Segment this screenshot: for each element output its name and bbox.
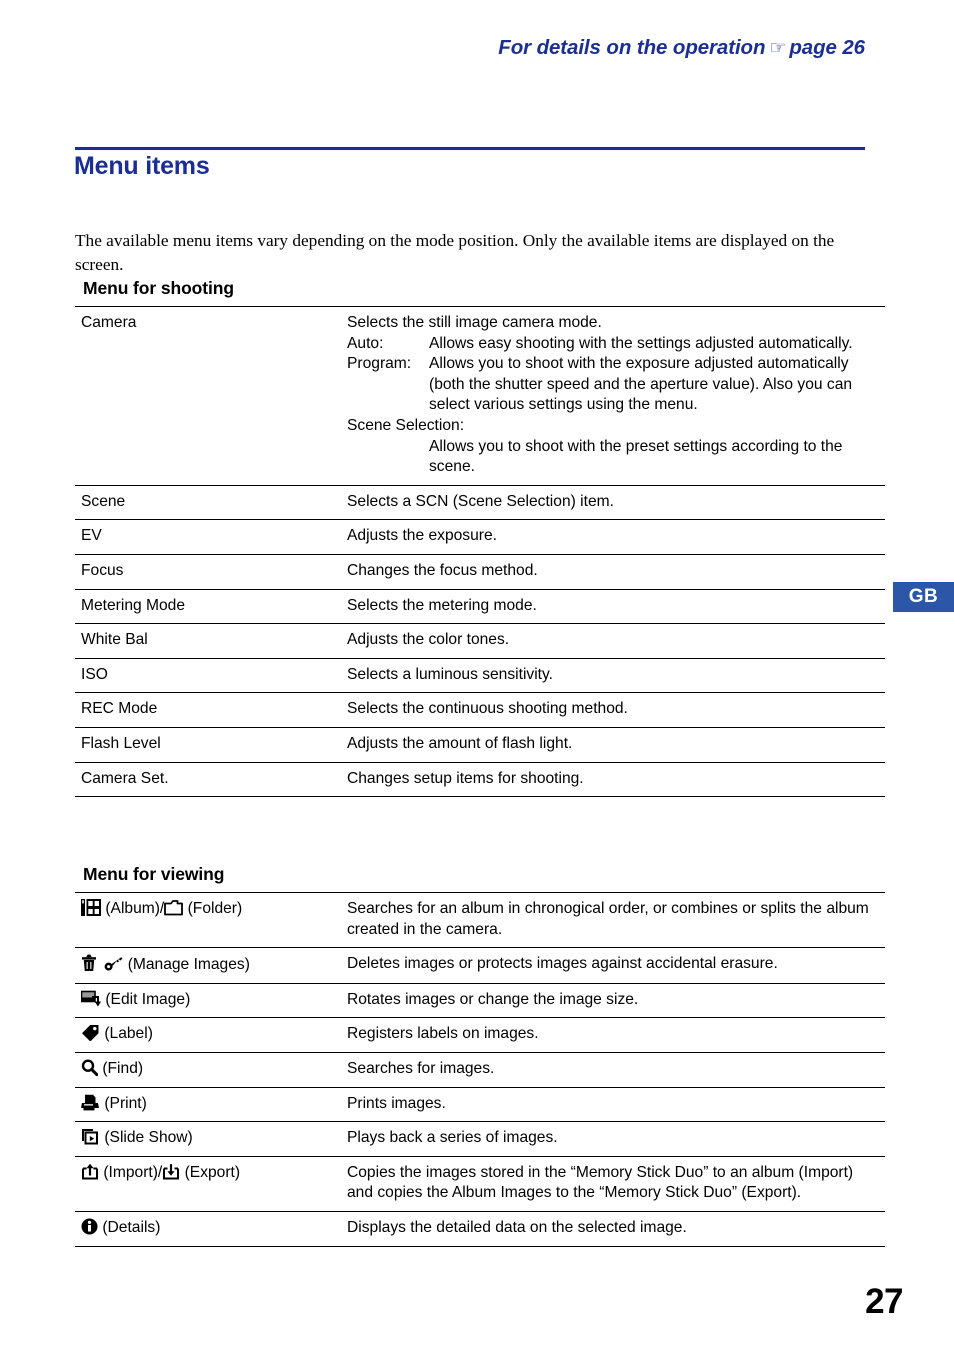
shooting-table bbox=[75, 306, 885, 797]
table-row bbox=[75, 307, 885, 486]
import-icon bbox=[81, 1163, 99, 1180]
printer-icon bbox=[81, 1094, 100, 1111]
table-row bbox=[75, 893, 885, 948]
language-tab-gb: GB bbox=[893, 582, 954, 612]
table-row bbox=[75, 589, 885, 624]
table-row bbox=[75, 1087, 885, 1122]
table-row bbox=[75, 1211, 885, 1246]
shooting-desc-ev: Adjusts the exposure. bbox=[341, 520, 885, 555]
running-header-text-before: For details on the operation bbox=[498, 36, 766, 59]
viewing-item-label bbox=[75, 1018, 341, 1053]
table-row bbox=[75, 1018, 885, 1053]
table-row bbox=[75, 762, 885, 797]
camera-auto-definition bbox=[347, 334, 881, 355]
camera-program-definition bbox=[347, 354, 881, 416]
menu-for-viewing-section bbox=[75, 864, 869, 1247]
viewing-label-find: (Find) bbox=[102, 1059, 144, 1077]
viewing-label-print: (Print) bbox=[104, 1094, 147, 1112]
viewing-desc-import-export: Copies the images stored in the “Memory Stick Duo” to an album (Import) and copies the Album Images to the “Memory Stick Duo” (Export). bbox=[341, 1156, 885, 1211]
menu-for-shooting-section bbox=[75, 278, 865, 797]
shooting-item-rec-mode: REC Mode bbox=[75, 693, 341, 728]
running-header-page-ref: page 26 bbox=[789, 36, 865, 59]
viewing-label-export: (Export) bbox=[184, 1163, 241, 1181]
key-icon bbox=[104, 956, 123, 972]
pointing-hand-icon: ☞ bbox=[769, 38, 787, 59]
page-title: Menu items bbox=[74, 152, 210, 180]
shooting-item-ev: EV bbox=[75, 520, 341, 555]
viewing-desc-album-folder: Searches for an album in chronogical order, or combines or splits the album created in the camera. bbox=[341, 893, 885, 948]
shooting-desc-iso: Selects a luminous sensitivity. bbox=[341, 658, 885, 693]
folder-icon bbox=[164, 899, 183, 916]
slideshow-icon bbox=[81, 1128, 100, 1145]
table-row bbox=[75, 485, 885, 520]
menu-for-shooting-heading: Menu for shooting bbox=[83, 278, 234, 298]
table-row bbox=[75, 1156, 885, 1211]
viewing-label-import: (Import)/ bbox=[103, 1163, 163, 1181]
camera-program-term: Program: bbox=[347, 355, 412, 373]
page-number: 27 bbox=[865, 1282, 903, 1321]
shooting-item-flash-level: Flash Level bbox=[75, 727, 341, 762]
shooting-desc-scene: Selects a SCN (Scene Selection) item. bbox=[341, 485, 885, 520]
export-icon bbox=[162, 1163, 180, 1180]
search-icon bbox=[81, 1059, 98, 1076]
shooting-desc-camera-set: Changes setup items for shooting. bbox=[341, 762, 885, 797]
viewing-desc-slide-show: Plays back a series of images. bbox=[341, 1122, 885, 1157]
camera-auto-term: Auto: bbox=[347, 334, 384, 352]
viewing-table bbox=[75, 892, 885, 1247]
viewing-label-details: (Details) bbox=[102, 1218, 161, 1236]
viewing-label-manage-images: (Manage Images) bbox=[127, 956, 250, 974]
viewing-item-slide-show bbox=[75, 1122, 341, 1157]
table-row bbox=[75, 948, 885, 984]
shooting-item-camera-set: Camera Set. bbox=[75, 762, 341, 797]
table-row bbox=[75, 554, 885, 589]
viewing-desc-manage-images: Deletes images or protects images against accidental erasure. bbox=[341, 948, 885, 984]
title-divider bbox=[75, 147, 865, 150]
viewing-item-manage-images bbox=[75, 948, 341, 984]
album-icon bbox=[81, 899, 101, 916]
shooting-item-iso: ISO bbox=[75, 658, 341, 693]
viewing-desc-details: Displays the detailed data on the selected image. bbox=[341, 1211, 885, 1246]
viewing-item-import-export bbox=[75, 1156, 341, 1211]
label-tag-icon bbox=[81, 1024, 100, 1041]
table-row bbox=[75, 658, 885, 693]
shooting-desc-metering-mode: Selects the metering mode. bbox=[341, 589, 885, 624]
menu-for-viewing-heading: Menu for viewing bbox=[83, 864, 225, 884]
intro-paragraph: The available menu items vary depending on the mode position. Only the available items are displayed on the screen. bbox=[75, 231, 835, 275]
viewing-label-folder: (Folder) bbox=[187, 900, 243, 917]
viewing-desc-print: Prints images. bbox=[341, 1087, 885, 1122]
table-row bbox=[75, 520, 885, 555]
shooting-item-scene: Scene bbox=[75, 485, 341, 520]
camera-program-desc: Allows you to shoot with the exposure adjusted automatically (both the shutter speed and the aperture value). Also you can select various settings using the menu. bbox=[429, 355, 853, 414]
viewing-item-print bbox=[75, 1087, 341, 1122]
table-row bbox=[75, 624, 885, 659]
shooting-item-metering-mode: Metering Mode bbox=[75, 589, 341, 624]
shooting-desc-white-bal: Adjusts the color tones. bbox=[341, 624, 885, 659]
shooting-desc-camera bbox=[341, 307, 885, 486]
viewing-label-slide-show: (Slide Show) bbox=[104, 1129, 193, 1147]
viewing-item-album-folder bbox=[75, 893, 341, 948]
viewing-label-label: (Label) bbox=[104, 1025, 153, 1043]
camera-scene-desc: Allows you to shoot with the preset settings according to the scene. bbox=[429, 437, 843, 476]
viewing-label-album: (Album)/ bbox=[105, 900, 165, 917]
shooting-desc-rec-mode: Selects the continuous shooting method. bbox=[341, 693, 885, 728]
viewing-label-edit-image: (Edit Image) bbox=[105, 990, 191, 1008]
viewing-desc-edit-image: Rotates images or change the image size. bbox=[341, 983, 885, 1018]
edit-image-icon bbox=[81, 990, 101, 1007]
viewing-desc-find: Searches for images. bbox=[341, 1052, 885, 1087]
trash-icon bbox=[81, 954, 97, 972]
table-row bbox=[75, 1122, 885, 1157]
running-header bbox=[0, 36, 865, 60]
shooting-item-focus: Focus bbox=[75, 554, 341, 589]
camera-lead-text: Selects the still image camera mode. bbox=[347, 314, 602, 331]
table-row bbox=[75, 693, 885, 728]
shooting-desc-flash-level: Adjusts the amount of flash light. bbox=[341, 727, 885, 762]
shooting-item-camera: Camera bbox=[75, 307, 341, 486]
viewing-item-edit-image bbox=[75, 983, 341, 1018]
shooting-item-white-bal: White Bal bbox=[75, 624, 341, 659]
camera-scene-term: Scene Selection: bbox=[347, 416, 465, 434]
table-row bbox=[75, 1052, 885, 1087]
table-row bbox=[75, 983, 885, 1018]
shooting-desc-focus: Changes the focus method. bbox=[341, 554, 885, 589]
table-row bbox=[75, 727, 885, 762]
viewing-item-find bbox=[75, 1052, 341, 1087]
viewing-desc-label: Registers labels on images. bbox=[341, 1018, 885, 1053]
viewing-item-details bbox=[75, 1211, 341, 1246]
info-icon bbox=[81, 1218, 98, 1235]
camera-auto-desc: Allows easy shooting with the settings adjusted automatically. bbox=[429, 334, 853, 352]
